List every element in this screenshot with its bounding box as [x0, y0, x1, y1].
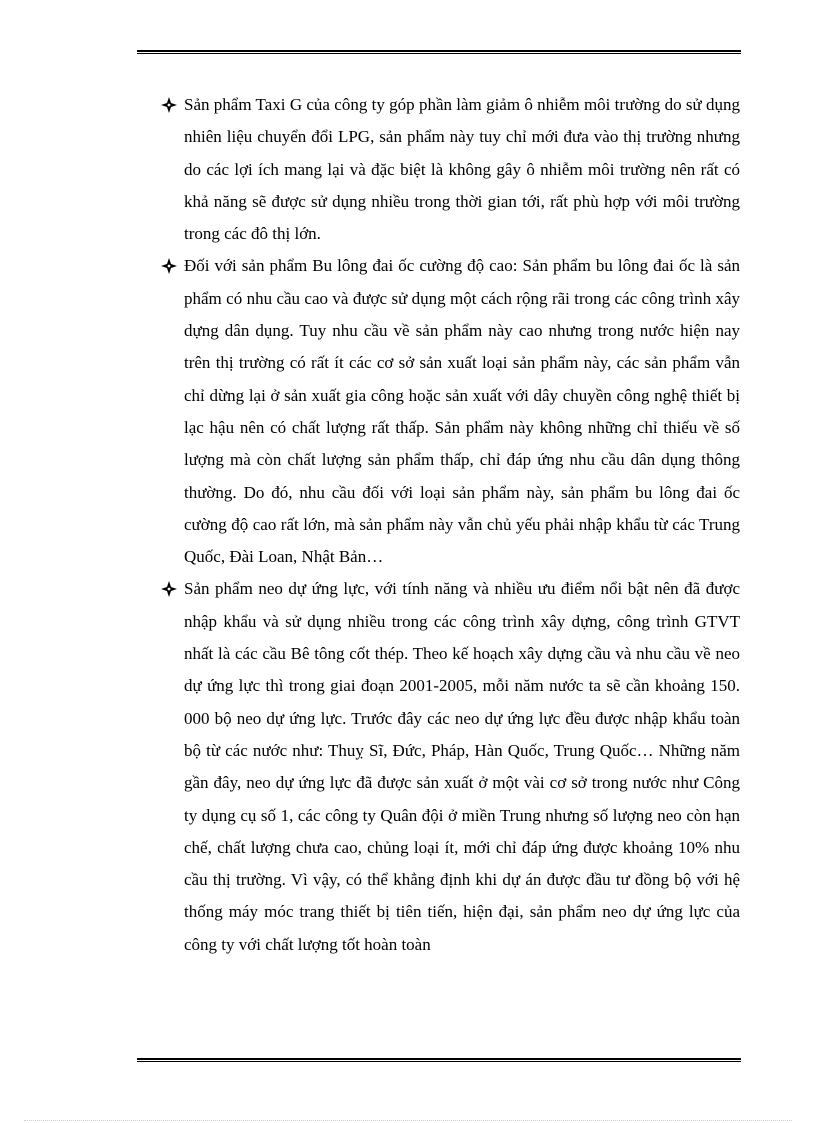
footer-rule: [137, 1058, 741, 1062]
bullet-paragraph-taxi-g: [160, 89, 740, 250]
diamond-bullet-icon: [160, 580, 178, 598]
diamond-bullet-icon: [160, 96, 178, 114]
bullet-paragraph-neo-du-ung-luc: [160, 573, 740, 961]
document-body: [160, 89, 740, 961]
bullet-paragraph-bu-long: [160, 250, 740, 573]
header-rule: [137, 50, 741, 54]
page-edge-dots: [24, 1120, 792, 1121]
diamond-bullet-icon: [160, 257, 178, 275]
paragraph-text: Sản phẩm neo dự ứng lực, với tính năng và nhiều ưu điểm nổi bật nên đã được nhập khẩu và sử dụng nhiều trong các công trình xây dựng, công trình GTVT nhất là các cầu Bê tông cốt thép. Theo kế hoạch xây dựng cầu và nhu cầu về neo dự ứng lực thì trong giai đoạn 2001-2005, mỗi năm nước ta sẽ cần khoảng 150. 000 bộ neo dự ứng lực. Trước đây các neo dự ứng lực đều được nhập khẩu toàn bộ từ các nước như: Thuỵ Sĩ, Đức, Pháp, Hàn Quốc, Trung Quốc… Những năm gần đây, neo dự ứng lực đã được sản xuất ở một vài cơ sở trong nước như Công ty dụng cụ số 1, các công ty Quân đội ở miền Trung nhưng số lượng neo còn hạn chế, chất lượng chưa cao, chủng loại ít, mới chỉ đáp ứng được khoảng 10% nhu cầu thị trường. Vì vậy, có thể khẳng định khi dự án được đầu tư đồng bộ với hệ thống máy móc trang thiết bị tiên tiến, hiện đại, sản phẩm neo dự ứng lực của công ty với chất lượng tốt hoàn toàn: [184, 579, 740, 954]
paragraph-text: Sản phẩm Taxi G của công ty góp phần làm giảm ô nhiễm môi trường do sử dụng nhiên liệu chuyển đổi LPG, sản phẩm này tuy chỉ mới đưa vào thị trường nhưng do các lợi ích mang lại và đặc biệt là không gây ô nhiễm môi trường nên rất có khả năng sẽ được sử dụng nhiều trong thời gian tới, rất phù hợp với môi trường trong các đô thị lớn.: [184, 95, 740, 244]
paragraph-text: Đối với sản phẩm Bu lông đai ốc cường độ cao: Sản phẩm bu lông đai ốc là sản phẩm có nhu cầu cao và được sử dụng một cách rộng rãi trong các công trình xây dựng dân dụng. Tuy nhu cầu về sản phẩm này cao nhưng trong nước hiện nay trên thị trường có rất ít các cơ sở sản xuất loại sản phẩm này, các sản phẩm vẫn chỉ dừng lại ở sản xuất gia công hoặc sản xuất với dây chuyền công nghệ thiết bị lạc hậu nên có chất lượng rất thấp. Sản phẩm này không những chỉ thiếu về số lượng mà còn chất lượng sản phẩm thấp, chỉ đáp ứng nhu cầu dân dụng thông thường. Do đó, nhu cầu đối với loại sản phẩm này, sản phẩm bu lông đai ốc cường độ cao rất lớn, mà sản phẩm này vẫn chủ yếu phải nhập khẩu từ các Trung Quốc, Đài Loan, Nhật Bản…: [184, 256, 740, 567]
